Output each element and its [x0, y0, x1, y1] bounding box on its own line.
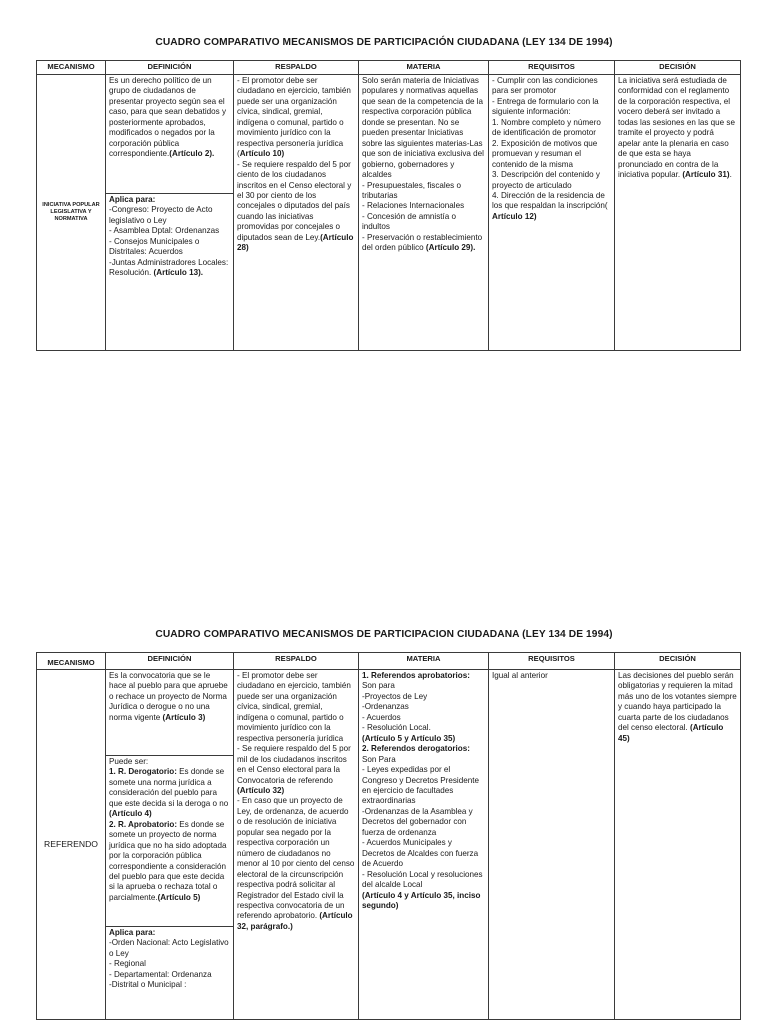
list-item: - Concesión de amnistía o indultos: [362, 211, 457, 232]
comparison-table-referendo: [36, 652, 741, 1020]
requisitos-cell: Igual al anterior: [489, 670, 615, 1020]
decision-end: .: [729, 170, 732, 180]
respaldo-porcentaje: - Se requiere respaldo del 5 por mil de los ciudadanos inscritos en el Censo electoral para la Convocatoria de referendo: [237, 744, 351, 785]
list-item: - Preservación o restablecimiento del orden público: [362, 232, 483, 253]
list-item: Son para: [362, 681, 395, 691]
list-item: - Consejos Municipales o Distritales: Acuerdos: [109, 236, 200, 257]
article-ref: (Artículo 32, parágrafo.): [237, 911, 353, 931]
table-header-row: [37, 61, 741, 75]
aprobatorio-label: 2. R. Aprobatorio:: [109, 819, 178, 829]
list-item: 3. Descripción del contenido y proyecto de articulado: [492, 170, 600, 190]
header-materia: MATERIA: [359, 61, 489, 75]
decision-text: La iniciativa será estudiada de conformidad con el reglamento de la corporación respectiva, el vocero deberá ser invitado a todas las sesiones en las que se tramite el proyecto y podrá apelar ante la plenaria en caso de que esta se haya pronunciado en contra de la iniciativa popular.: [618, 76, 735, 180]
section2-title: CUADRO COMPARATIVO MECANISMOS DE PARTICIPACION CIUDADANA (LEY 134 DE 1994): [155, 629, 613, 640]
article-ref: (Artículo 31): [682, 170, 730, 180]
list-item: - Leyes expedidas por el Congreso y Decretos Presidente en ejercicio de facultades extraordinarias: [362, 765, 479, 806]
definicion-text: Es un derecho político de un grupo de ciudadanos de presentar proyecto según sea el caso, para que sean debatidos y posteriormente aprobados, modificados o negados por la corporación pública correspondiente.: [109, 76, 226, 159]
aplica-label: Aplica para:: [109, 928, 156, 937]
respaldo-cell: [234, 670, 359, 1020]
respaldo-promotor: - El promotor debe ser ciudadano en ejercicio, también puede ser una organización cívica, sindical, gremial, indígena o comunal, partido o movimiento jurídico con la respectiva personería jurídica: [237, 671, 351, 743]
list-item: Son Para: [362, 754, 396, 764]
respaldo-porcentaje: - Se requiere respaldo del 5 por ciento de los ciudadanos inscritos en el Censo electoral y el 30 por ciento de los concejales o diputados del país cuando las iniciativas promovidas por concejales o diputados sean de Ley.: [237, 159, 352, 242]
respaldo-negado: - En caso que un proyecto de Ley, de ordenanza, de acuerdo o de resolución de iniciativa popular sea negado por la respectiva corporación un número de ciudadanos no menor al 10 por ciento del censo electoral de la circunscripción respectiva podrá solicitar al Registrador del Estado civil la respectiva convocatoria de un referendo aprobatorio.: [237, 796, 355, 921]
article-ref: (Artículo 4 y Artículo 35, inciso segundo): [362, 890, 481, 910]
list-item: 4. Dirección de la residencia de los que respaldan la inscripción(: [492, 190, 608, 211]
list-item: -Juntas Administradores Locales: Resolución.: [109, 257, 229, 278]
definicion-text: Es la convocatoria que se le hace al pueblo para que apruebe o rechace un proyecto de Norma Jurídica o derogue o no una norma vigente: [109, 671, 228, 722]
list-item: 1. Nombre completo y número de identificación de promotor: [492, 117, 601, 138]
materia-cell: [359, 75, 489, 351]
header-decision: DECISIÓN: [615, 653, 741, 670]
definicion-cell: [106, 670, 234, 756]
decision-cell: [615, 75, 741, 351]
header-requisitos: REQUISITOS: [489, 653, 615, 670]
header-materia: MATERIA: [359, 653, 489, 670]
list-item: - Resolución Local.: [362, 723, 431, 733]
list-item: - Regional: [109, 959, 146, 969]
derogatorio-label: 1. R. Derogatorio:: [109, 767, 177, 777]
article-ref: (Artículo 32): [237, 785, 285, 795]
materia-aprobatorios-label: 1. Referendos aprobatorios:: [362, 671, 470, 680]
header-mecanismo: MECANISMO: [37, 61, 106, 75]
puede-ser-cell: [106, 756, 234, 927]
requisitos-cell: [489, 75, 615, 351]
header-definicion: DEFINICIÓN: [106, 61, 234, 75]
list-item: -Congreso: Proyecto de Acto legislativo o Ley: [109, 205, 213, 225]
article-ref: (Artículo 29).: [425, 243, 476, 253]
article-ref: (Artículo 28): [237, 232, 354, 253]
list-item: 2. Exposición de motivos que promuevan y resuman el contenido de la misma: [492, 138, 598, 169]
derogatorio-text: Es donde se somete una norma jurídica a consideración del pueblo para que este decida si la deroga o no: [109, 767, 229, 808]
mechanism-name: INICIATIVA POPULAR LEGISLATIVA Y NORMATIVA: [37, 75, 106, 351]
list-item: - Acuerdos Municipales y Decretos de Alcaldes con fuerza de Acuerdo: [362, 838, 479, 869]
list-item: - Entrega de formulario con la siguiente información:: [492, 96, 599, 117]
article-ref: (Artículo 2).: [169, 149, 215, 159]
list-item: -Ordenanzas: [362, 702, 409, 712]
header-definicion: DEFINICIÓN: [106, 653, 234, 670]
list-item: - Resolución Local y resoluciones del alcalde Local: [362, 869, 483, 890]
materia-cell: [359, 670, 489, 1020]
aprobatorio-text: Es donde se somete un proyecto de norma jurídica que no ha sido adoptada por la corporación pública correspondiente a consideración del pueblo para que este decida si la aprueba o rechaza total o parcialmente.: [109, 819, 227, 902]
article-ref: (Artículo 13).: [153, 268, 204, 278]
list-item: - Departamental: Ordenanza: [109, 969, 212, 979]
respaldo-promotor: - El promotor debe ser ciudadano en ejercicio, también puede ser una organización cívica, sindical, gremial, indígena o comunal, partido o movimiento jurídico con la respectiva personería jurídica (: [237, 76, 351, 159]
aplica-label: Aplica para:: [109, 195, 156, 204]
article-ref: (Artículo 4): [109, 809, 152, 819]
materia-intro: Solo serán materia de Iniciativas populares y normativas aquellas que sean de la competencia de la respectiva corporación pública donde se presentan. No se pueden presentar Iniciativas sobre las siguientes materias-Las que son de iniciativa exclusiva del gobierno, gobernadores y alcaldes: [362, 76, 484, 180]
decision-text: Las decisiones del pueblo serán obligatorias y requieren la mitad más uno de los votantes siempre y cuando haya participado la cuarta parte de los ciudadanos del censo electoral.: [618, 671, 737, 733]
article-ref: Artículo 12): [492, 211, 537, 221]
article-ref: (Artículo 3): [162, 712, 206, 722]
list-item: -Distrital o Municipal :: [109, 980, 187, 990]
puede-ser-label: Puede ser:: [109, 757, 149, 766]
list-item: - Cumplir con las condiciones para ser promotor: [492, 76, 598, 96]
article-ref: (Artículo 5): [157, 892, 201, 902]
header-respaldo: RESPALDO: [234, 61, 359, 75]
list-item: - Acuerdos: [362, 712, 401, 722]
list-item: - Asamblea Dptal: Ordenanzas: [109, 226, 220, 236]
materia-derogatorios-label: 2. Referendos derogatorios:: [362, 744, 470, 754]
mechanism-name: REFERENDO: [37, 670, 106, 1020]
decision-cell: [615, 670, 741, 1020]
definicion-cell: [106, 75, 234, 194]
respaldo-cell: [234, 75, 359, 351]
article-ref: (Artículo 5 y Artículo 35): [362, 733, 456, 743]
header-requisitos: REQUISITOS: [489, 61, 615, 75]
header-mecanismo: MECANISMO: [37, 653, 106, 670]
list-item: - Presupuestales, fiscales o tributarias: [362, 180, 461, 200]
comparison-table-iniciativa: [36, 60, 741, 351]
list-item: -Ordenanzas de la Asamblea y Decretos del gobernador con fuerza de ordenanza: [362, 806, 473, 837]
aplica-cell: [106, 927, 234, 1020]
section1-title: CUADRO COMPARATIVO MECANISMOS DE PARTICIPACIÓN CIUDADANA (LEY 134 DE 1994): [155, 37, 613, 48]
aplica-cell: [106, 194, 234, 351]
article-ref: Artículo 10): [239, 149, 285, 159]
header-decision: DECISIÓN: [615, 61, 741, 75]
table-row: [37, 670, 741, 756]
table-header-row: [37, 653, 741, 670]
article-ref: (Artículo 45): [618, 723, 724, 743]
list-item: -Proyectos de Ley: [362, 691, 428, 701]
table-row: [37, 75, 741, 194]
list-item: -Orden Nacional: Acto Legislativo o Ley: [109, 938, 229, 958]
header-respaldo: RESPALDO: [234, 653, 359, 670]
list-item: - Relaciones Internacionales: [362, 201, 465, 211]
